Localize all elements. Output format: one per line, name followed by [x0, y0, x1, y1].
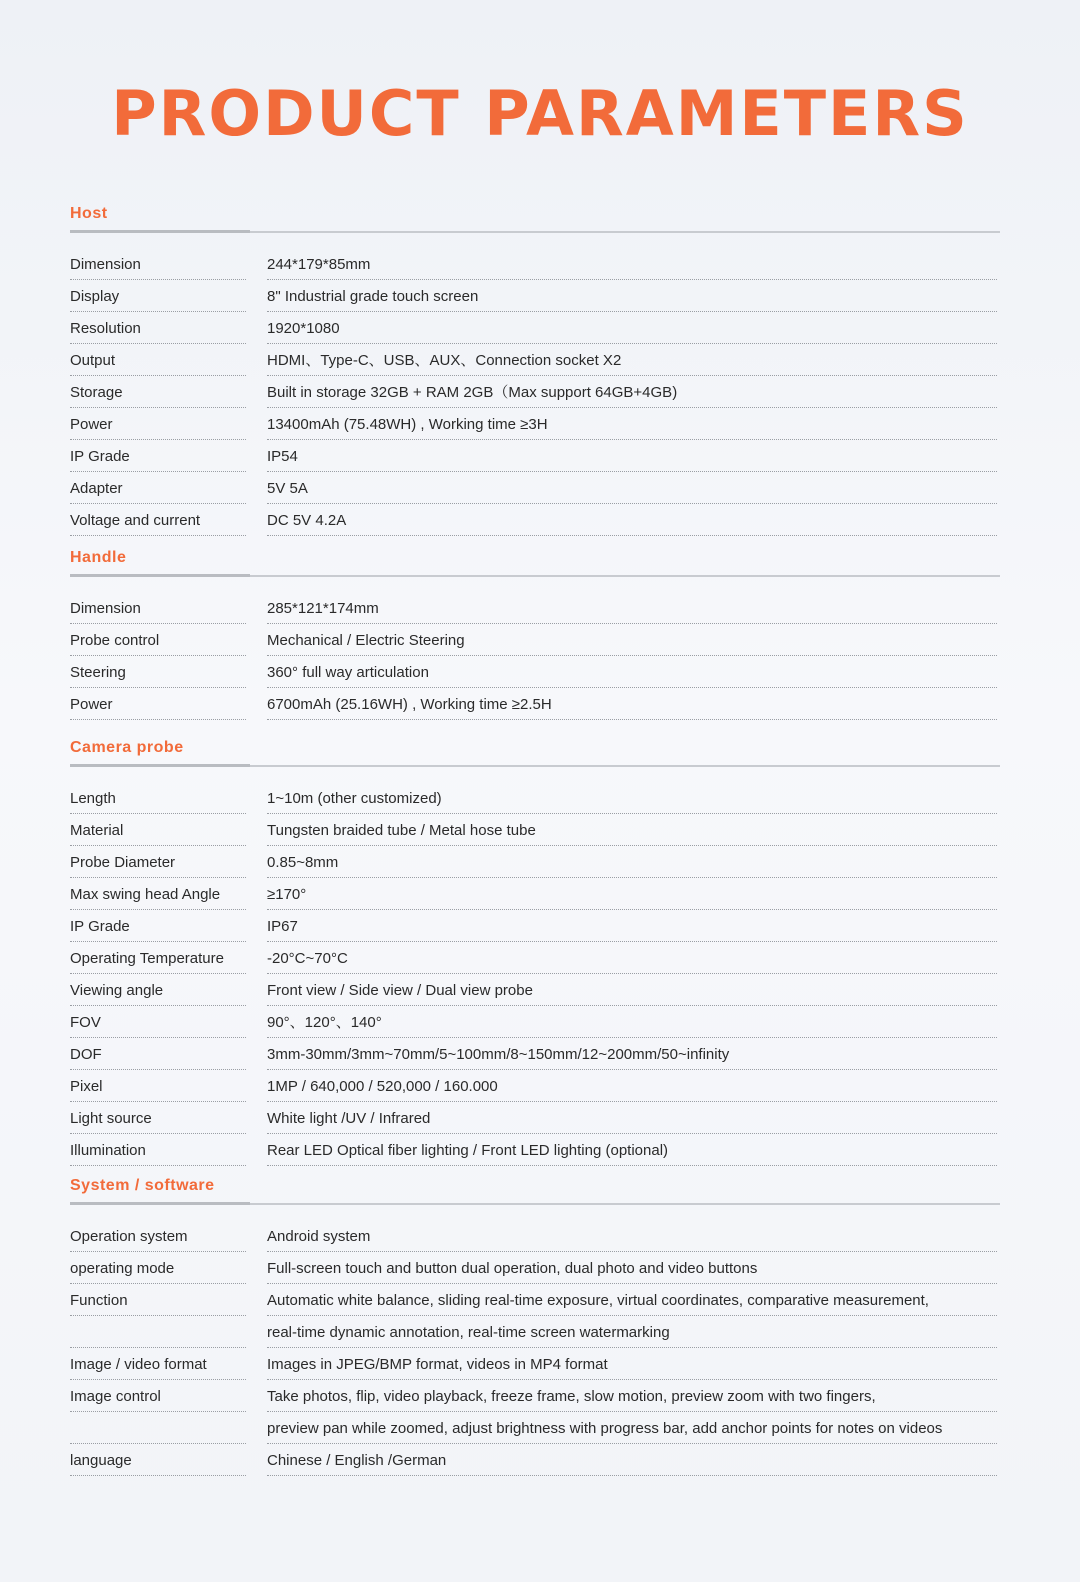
spec-row — [70, 1038, 1000, 1070]
spec-value: 0.85~8mm — [267, 854, 339, 871]
section-handle — [70, 548, 1000, 720]
section-system-software — [70, 1176, 1000, 1476]
spec-value: 13400mAh (75.48WH) , Working time ≥3H — [267, 416, 548, 433]
spec-value: -20°C~70°C — [267, 950, 348, 967]
spec-label: Probe Diameter — [70, 854, 176, 871]
spec-label: Max swing head Angle — [70, 886, 221, 903]
spec-row — [70, 1316, 1000, 1348]
spec-row — [70, 280, 1000, 312]
spec-label: Voltage and current — [70, 512, 201, 529]
spec-row — [70, 624, 1000, 656]
spec-row — [70, 1380, 1000, 1412]
spec-row — [70, 472, 1000, 504]
spec-label: Image control — [70, 1388, 161, 1405]
spec-row — [70, 1444, 1000, 1476]
spec-label: IP Grade — [70, 448, 130, 465]
section-camera-probe — [70, 738, 1000, 1166]
spec-row — [70, 504, 1000, 536]
spec-label: Steering — [70, 664, 126, 681]
spec-row — [70, 1220, 1000, 1252]
spec-value: IP67 — [267, 918, 298, 935]
spec-row — [70, 1006, 1000, 1038]
spec-value: 90°、120°、140° — [267, 1014, 382, 1031]
spec-row — [70, 1412, 1000, 1444]
spec-value: Automatic white balance, sliding real-time exposure, virtual coordinates, comparative measurement, — [267, 1292, 929, 1309]
spec-value: HDMI、Type-C、USB、AUX、Connection socket X2 — [267, 352, 622, 369]
spec-label: Adapter — [70, 480, 123, 497]
spec-value: 1920*1080 — [267, 320, 340, 337]
spec-label: IP Grade — [70, 918, 130, 935]
dotted-rule — [267, 1475, 997, 1476]
spec-label: Length — [70, 790, 116, 807]
spec-value: Rear LED Optical fiber lighting / Front LED lighting (optional) — [267, 1142, 669, 1159]
spec-value: 1~10m (other customized) — [267, 790, 442, 807]
spec-label: Dimension — [70, 600, 141, 617]
spec-label: Display — [70, 288, 120, 305]
spec-row — [70, 1134, 1000, 1166]
spec-value: Images in JPEG/BMP format, videos in MP4 format — [267, 1356, 608, 1373]
section-divider — [250, 765, 1000, 767]
spec-label: language — [70, 1452, 132, 1469]
spec-value: Take photos, flip, video playback, freeze frame, slow motion, preview zoom with two fingers, — [267, 1388, 876, 1405]
spec-row — [70, 408, 1000, 440]
dotted-rule — [70, 1475, 246, 1476]
section-divider-accent — [70, 574, 250, 577]
spec-label: Output — [70, 352, 116, 369]
spec-label: FOV — [70, 1014, 101, 1031]
spec-label: Function — [70, 1292, 128, 1309]
spec-value: Mechanical / Electric Steering — [267, 632, 465, 649]
spec-value: 360° full way articulation — [267, 664, 429, 681]
section-title: Camera probe — [70, 739, 184, 756]
spec-label: Light source — [70, 1110, 152, 1127]
spec-row — [70, 910, 1000, 942]
spec-value: Built in storage 32GB + RAM 2GB（Max support 64GB+4GB) — [267, 384, 678, 401]
dotted-rule — [267, 535, 997, 536]
spec-value: Chinese / English /German — [267, 1452, 447, 1469]
spec-label: Resolution — [70, 320, 141, 337]
spec-row — [70, 814, 1000, 846]
spec-row — [70, 1348, 1000, 1380]
spec-value: Android system — [267, 1228, 371, 1245]
spec-label: DOF — [70, 1046, 102, 1063]
spec-value: 285*121*174mm — [267, 600, 379, 617]
spec-row — [70, 1102, 1000, 1134]
spec-label: Dimension — [70, 256, 141, 273]
page-title: PRODUCT PARAMETERS — [111, 77, 969, 150]
section-divider — [250, 575, 1000, 577]
spec-value: 8" Industrial grade touch screen — [267, 288, 479, 305]
section-title: Handle — [70, 549, 127, 566]
spec-value: 6700mAh (25.16WH) , Working time ≥2.5H — [267, 696, 552, 713]
spec-row — [70, 248, 1000, 280]
spec-label: Pixel — [70, 1078, 103, 1095]
spec-row — [70, 688, 1000, 720]
spec-row — [70, 1070, 1000, 1102]
spec-table — [70, 248, 1000, 536]
dotted-rule — [70, 535, 246, 536]
spec-label: Power — [70, 696, 113, 713]
spec-row — [70, 440, 1000, 472]
spec-value: 244*179*85mm — [267, 256, 371, 273]
section-header — [70, 1176, 1000, 1208]
spec-row — [70, 974, 1000, 1006]
section-header — [70, 204, 1000, 236]
spec-label: Image / video format — [70, 1356, 207, 1373]
spec-row — [70, 656, 1000, 688]
spec-value: Front view / Side view / Dual view probe — [267, 982, 533, 999]
spec-table — [70, 1220, 1000, 1476]
spec-label: Power — [70, 416, 113, 433]
spec-row — [70, 1284, 1000, 1316]
dotted-rule — [267, 1165, 997, 1166]
spec-value: real-time dynamic annotation, real-time screen watermarking — [267, 1324, 670, 1341]
spec-label: Viewing angle — [70, 982, 164, 999]
spec-row — [70, 846, 1000, 878]
spec-value: Tungsten braided tube / Metal hose tube — [267, 822, 536, 839]
section-title: Host — [70, 205, 108, 222]
spec-label: Operating Temperature — [70, 950, 224, 967]
spec-row — [70, 942, 1000, 974]
spec-value: 1MP / 640,000 / 520,000 / 160.000 — [267, 1078, 498, 1095]
spec-label: Probe control — [70, 632, 160, 649]
section-divider-accent — [70, 1202, 250, 1205]
spec-row — [70, 312, 1000, 344]
spec-table — [70, 782, 1000, 1166]
spec-value: DC 5V 4.2A — [267, 512, 347, 529]
spec-value: Full-screen touch and button dual operation, dual photo and video buttons — [267, 1260, 758, 1277]
spec-row — [70, 1252, 1000, 1284]
spec-label: Operation system — [70, 1228, 188, 1245]
spec-label: Illumination — [70, 1142, 146, 1159]
spec-value: IP54 — [267, 448, 298, 465]
spec-value: ≥170° — [267, 886, 307, 903]
dotted-rule — [267, 719, 997, 720]
spec-row — [70, 878, 1000, 910]
dotted-rule — [70, 719, 246, 720]
spec-row — [70, 592, 1000, 624]
spec-value: 3mm-30mm/3mm~70mm/5~100mm/8~150mm/12~200mm/50~infinity — [267, 1046, 730, 1063]
spec-value: White light /UV / Infrared — [267, 1110, 431, 1127]
section-divider-accent — [70, 230, 250, 233]
spec-label: Material — [70, 822, 124, 839]
spec-table — [70, 592, 1000, 720]
section-divider-accent — [70, 764, 250, 767]
dotted-rule — [70, 1165, 246, 1166]
section-title: System / software — [70, 1177, 215, 1194]
section-divider — [250, 231, 1000, 233]
spec-label: operating mode — [70, 1260, 175, 1277]
section-divider — [250, 1203, 1000, 1205]
section-header — [70, 738, 1000, 770]
spec-value: 5V 5A — [267, 480, 308, 497]
spec-row — [70, 344, 1000, 376]
section-header — [70, 548, 1000, 580]
spec-row — [70, 782, 1000, 814]
section-host — [70, 204, 1000, 536]
spec-value: preview pan while zoomed, adjust brightness with progress bar, add anchor points for notes on videos — [267, 1420, 943, 1437]
spec-row — [70, 376, 1000, 408]
spec-label: Storage — [70, 384, 123, 401]
